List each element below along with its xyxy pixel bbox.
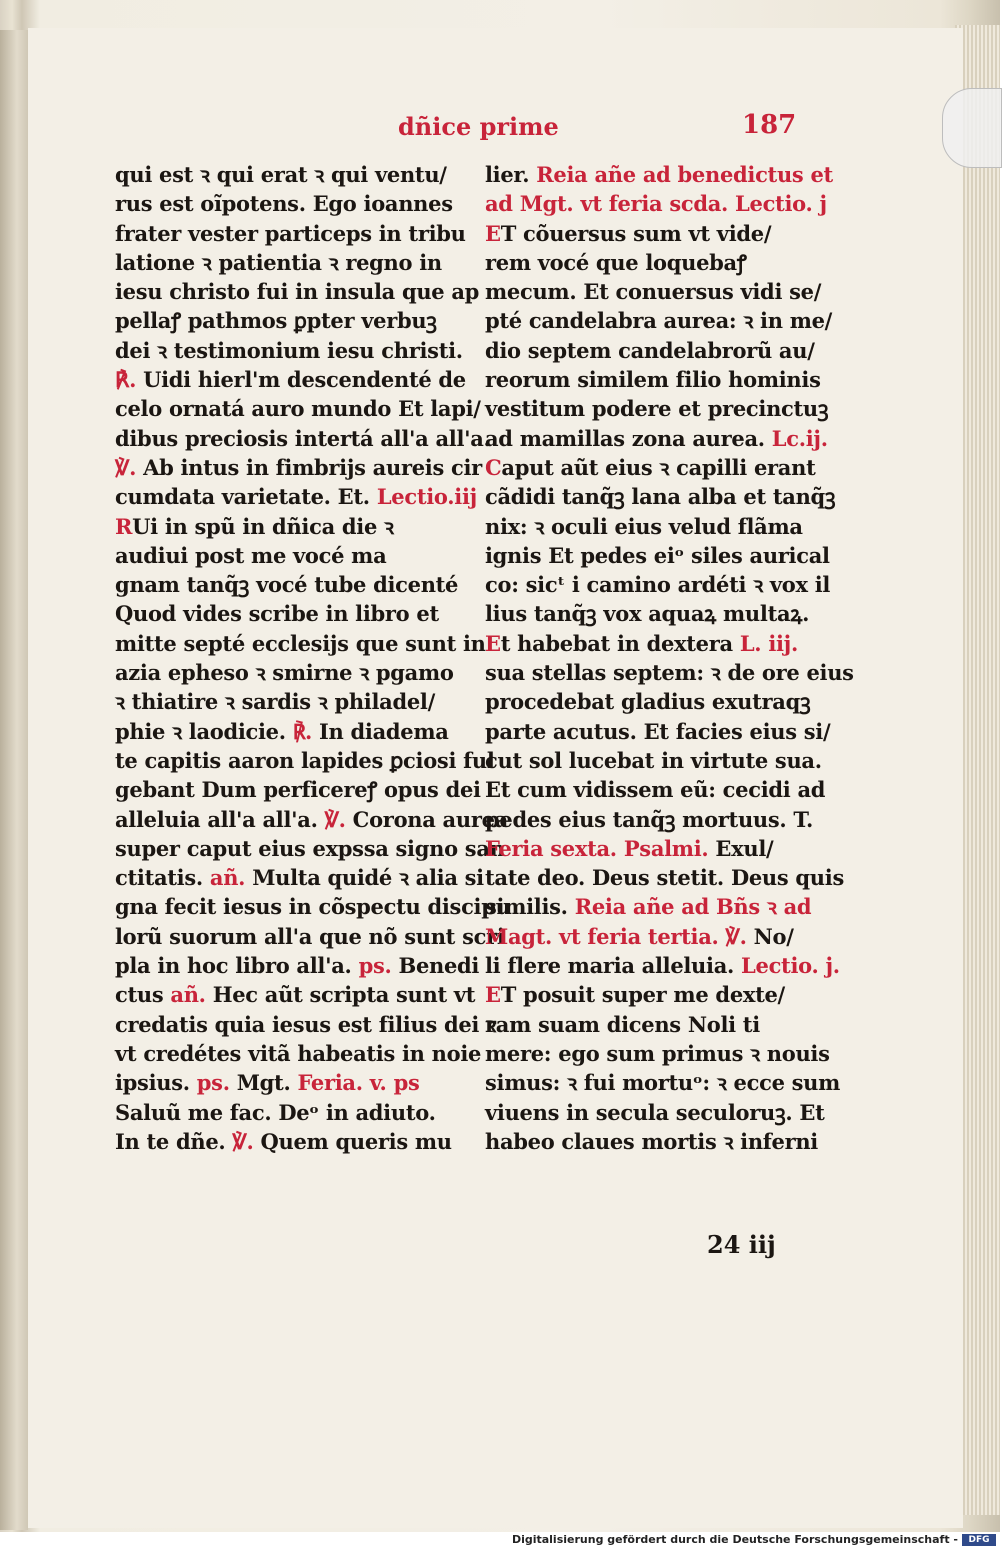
rubric: ℣. bbox=[115, 454, 137, 480]
line-text: Quod vides scribe in libro et bbox=[115, 601, 439, 627]
signature-mark: 24 iij bbox=[707, 1230, 776, 1259]
text-line bbox=[485, 394, 840, 423]
line-text: celo ornatá auro mundo Et lapi/ bbox=[115, 396, 481, 422]
line-text: vestitum podere et precinctuꝫ bbox=[485, 396, 829, 422]
footer-bar bbox=[0, 1532, 1000, 1549]
line-text: cãdidi tanq̃ꝫ lana alba et tanq̃ꝫ bbox=[485, 484, 836, 510]
text-line bbox=[115, 746, 495, 775]
line-text: Exul/ bbox=[708, 835, 774, 861]
line-text: reorum similem filio hominis bbox=[485, 367, 821, 393]
line-text: Quem queris mu bbox=[253, 1128, 452, 1154]
text-line bbox=[115, 336, 470, 365]
line-text: simus: ꝛ fui mortuᵒ: ꝛ ecce sum bbox=[485, 1070, 841, 1096]
line-text: lier. bbox=[485, 162, 537, 187]
line-text: tate deo. Deus stetit. Deus quis bbox=[485, 865, 844, 891]
text-line bbox=[115, 570, 470, 599]
right-text-column bbox=[485, 160, 854, 1156]
text-line bbox=[485, 189, 840, 218]
line-text: Multa quidé ꝛ alia si bbox=[245, 865, 484, 891]
line-text: Corona aurea bbox=[345, 806, 508, 832]
text-line bbox=[485, 219, 840, 248]
line-text: nix: ꝛ oculi eius velud flãma bbox=[485, 513, 803, 539]
text-line bbox=[485, 570, 840, 599]
text-line bbox=[115, 863, 484, 892]
text-line bbox=[115, 599, 470, 628]
rubric: R bbox=[115, 513, 133, 539]
line-text: iesu christo fui in insula que ap bbox=[115, 279, 480, 305]
rubric: ℣. bbox=[324, 806, 346, 832]
line-text: pté candelabra aurea: ꝛ in me/ bbox=[485, 308, 833, 334]
line-text: gebant Dum perficereꝭ opus dei bbox=[115, 777, 481, 803]
text-line bbox=[485, 1039, 840, 1068]
line-text: parte acutus. Et facies eius si/ bbox=[485, 718, 831, 744]
line-text: pla in hoc libro all'a. bbox=[115, 953, 359, 979]
line-text: Et cum vidissem eũ: cecidi ad bbox=[485, 777, 826, 803]
line-text: In diadema bbox=[312, 718, 449, 744]
text-line bbox=[115, 248, 470, 277]
text-line bbox=[485, 453, 840, 482]
text-line bbox=[115, 951, 480, 980]
text-line bbox=[115, 1068, 470, 1097]
text-line bbox=[485, 482, 840, 511]
rubric: ℟. bbox=[115, 367, 137, 393]
text-line bbox=[485, 922, 840, 951]
line-text: viuens in secula seculoruꝫ. Et bbox=[485, 1099, 825, 1125]
rubric: Lc.ij. bbox=[771, 425, 828, 451]
line-text: In te dñe. bbox=[115, 1128, 233, 1154]
rubric: Lectio.iij bbox=[376, 484, 477, 510]
text-line bbox=[115, 189, 470, 218]
text-line bbox=[115, 424, 491, 453]
book-binding bbox=[0, 30, 28, 1530]
line-text: azia epheso ꝛ smirne ꝛ pgamo bbox=[115, 660, 454, 686]
text-line bbox=[115, 160, 470, 189]
line-text: t habebat in dextera bbox=[500, 630, 740, 656]
running-title: dñice prime bbox=[398, 112, 559, 141]
line-text: No/ bbox=[746, 923, 794, 949]
rubric: Reia añe ad benedictus et bbox=[536, 162, 833, 187]
line-text: T posuit super me dexte/ bbox=[500, 982, 785, 1008]
text-line bbox=[115, 922, 505, 951]
line-text: alleluia all'a all'a. bbox=[115, 806, 325, 832]
line-text: pellaꝭ pathmos ꝑpter verbuꝫ bbox=[115, 308, 437, 334]
rubric: ad Mgt. vt feria scda. Lectio. j bbox=[485, 191, 827, 217]
rubric: ps. bbox=[358, 953, 392, 979]
rubric: ℣. bbox=[232, 1128, 254, 1154]
line-text: lius tanq̃ꝫ vox aquaꝝ multaꝝ. bbox=[485, 601, 810, 627]
rubric: Magt. vt feria tertia. ℣. bbox=[485, 923, 747, 949]
line-text: gna fecit iesus in cõspectu discipu bbox=[115, 894, 511, 920]
line-text: Ui in spũ in dñica die ꝛ bbox=[132, 513, 394, 539]
rubric: añ. bbox=[209, 865, 246, 891]
line-text: similis. bbox=[485, 894, 575, 920]
text-line bbox=[485, 160, 840, 189]
text-line bbox=[115, 629, 486, 658]
line-text: te capitis aaron lapides ꝑciosi ful bbox=[115, 747, 495, 773]
rubric: C bbox=[485, 454, 502, 480]
rubric: E bbox=[485, 630, 501, 656]
line-text: mitte septé ecclesijs que sunt in bbox=[115, 630, 486, 656]
line-text: Benedi bbox=[391, 953, 480, 979]
funding-credit: Digitalisierung gefördert durch die Deutsche Forschungsgemeinschaft - bbox=[511, 1533, 958, 1546]
line-text: Hec aũt scripta sunt vt bbox=[205, 982, 476, 1008]
text-line bbox=[115, 482, 477, 511]
line-text: dio septem candelabrorũ au/ bbox=[485, 337, 815, 363]
text-line bbox=[115, 717, 470, 746]
text-line bbox=[485, 365, 840, 394]
text-line bbox=[485, 1098, 840, 1127]
line-text: audiui post me vocé ma bbox=[115, 542, 387, 568]
text-line bbox=[115, 541, 470, 570]
line-text: Saluũ me fac. Deᵒ in adiuto. bbox=[115, 1099, 436, 1125]
rubric: E bbox=[485, 982, 501, 1008]
line-text: ram suam dicens Noli ti bbox=[485, 1011, 760, 1037]
line-text: ctitatis. bbox=[115, 865, 210, 891]
dfg-logo: DFG bbox=[962, 1534, 996, 1546]
rubric: añ. bbox=[170, 982, 206, 1008]
text-line bbox=[115, 394, 481, 423]
line-text: Mgt. bbox=[229, 1070, 298, 1096]
line-text: dei ꝛ testimonium iesu christi. bbox=[115, 337, 463, 363]
text-line bbox=[485, 980, 840, 1009]
rubric: ps. bbox=[196, 1070, 230, 1096]
line-text: procedebat gladius exutraqꝫ bbox=[485, 689, 811, 715]
line-text: T cõuersus sum vt vide/ bbox=[500, 220, 772, 246]
rubric: L. iij. bbox=[739, 630, 798, 656]
line-text: dibus preciosis intertá all'a all'a. bbox=[115, 425, 491, 451]
text-line bbox=[485, 599, 840, 628]
text-line bbox=[485, 746, 840, 775]
page-number: 187 bbox=[742, 110, 797, 140]
text-line bbox=[115, 306, 470, 335]
line-text: vt credétes vitã habeatis in noie bbox=[115, 1040, 482, 1066]
line-text: gnam tanq̃ꝫ vocé tube dicenté bbox=[115, 572, 459, 598]
line-text: ignis Et pedes eiᵒ siles aurical bbox=[485, 542, 830, 568]
text-line bbox=[485, 1127, 840, 1156]
rubric: E bbox=[485, 220, 501, 246]
text-line bbox=[485, 863, 844, 892]
line-text: Uidi hierl'm descendenté de bbox=[136, 367, 466, 393]
text-line bbox=[485, 951, 840, 980]
line-text: li flere maria alleluia. bbox=[485, 953, 742, 979]
line-text: credatis quia iesus est filius dei ꝛ bbox=[115, 1011, 496, 1037]
text-line bbox=[115, 1039, 482, 1068]
line-text: rem vocé que loquebaꝭ bbox=[485, 249, 747, 275]
text-line bbox=[485, 834, 840, 863]
line-text: rus est oĩpotens. Ego ioannes bbox=[115, 191, 453, 217]
line-text: ꝛ thiatire ꝛ sardis ꝛ philadel/ bbox=[115, 689, 435, 715]
text-line bbox=[115, 219, 470, 248]
line-text: ad mamillas zona aurea. bbox=[485, 425, 772, 451]
line-text: pedes eius tanq̃ꝫ mortuus. T. bbox=[485, 806, 814, 832]
text-line bbox=[485, 1010, 840, 1039]
text-line bbox=[115, 775, 481, 804]
text-line bbox=[115, 834, 505, 863]
line-text: phie ꝛ laodicie. bbox=[115, 718, 293, 744]
rubric: Lectio. j. bbox=[741, 953, 840, 979]
text-line bbox=[485, 424, 840, 453]
margin-fragment bbox=[2, 180, 26, 204]
rubric: Reia añe ad Bñs ꝛ ad bbox=[574, 894, 812, 920]
line-text: mere: ego sum primus ꝛ nouis bbox=[485, 1040, 830, 1066]
text-line bbox=[115, 1127, 470, 1156]
line-text: cut sol lucebat in virtute sua. bbox=[485, 747, 822, 773]
text-line bbox=[115, 512, 470, 541]
page-clip bbox=[942, 88, 1002, 168]
text-line bbox=[115, 453, 482, 482]
line-text: sua stellas septem: ꝛ de ore eius bbox=[485, 660, 854, 686]
line-text: mecum. Et conuersus vidi se/ bbox=[485, 279, 822, 305]
text-line bbox=[485, 775, 840, 804]
line-text: qui est ꝛ qui erat ꝛ qui ventu/ bbox=[115, 162, 447, 187]
line-text: ctus bbox=[115, 982, 171, 1008]
text-line bbox=[115, 365, 470, 394]
text-line bbox=[485, 512, 840, 541]
line-text: co: sicᵗ i camino ardéti ꝛ vox il bbox=[485, 572, 831, 598]
text-line bbox=[115, 277, 480, 306]
text-line bbox=[485, 717, 840, 746]
text-line bbox=[115, 980, 476, 1009]
text-line bbox=[485, 248, 840, 277]
text-line bbox=[485, 629, 840, 658]
text-line bbox=[485, 1068, 840, 1097]
line-text: ipsius. bbox=[115, 1070, 197, 1096]
text-line bbox=[485, 892, 840, 921]
rubric: Feria. v. ps bbox=[297, 1070, 420, 1096]
text-line bbox=[485, 541, 840, 570]
line-text: super caput eius expssa signo san bbox=[115, 835, 505, 861]
line-text: lorũ suorum all'a que nõ sunt scri bbox=[115, 923, 505, 949]
line-text: habeo claues mortis ꝛ inferni bbox=[485, 1128, 818, 1154]
text-line bbox=[115, 1098, 470, 1127]
text-line bbox=[485, 687, 840, 716]
text-line bbox=[115, 687, 470, 716]
text-line bbox=[485, 805, 840, 834]
text-line bbox=[485, 306, 840, 335]
line-text: aput aũt eius ꝛ capilli erant bbox=[501, 454, 816, 480]
rubric: ℟. bbox=[292, 718, 313, 744]
text-line bbox=[115, 1010, 496, 1039]
text-line bbox=[485, 336, 840, 365]
line-text: frater vester particeps in tribu bbox=[115, 220, 466, 246]
rubric: Feria sexta. Psalmi. bbox=[485, 835, 709, 861]
text-line bbox=[485, 277, 840, 306]
text-line bbox=[115, 892, 511, 921]
text-line bbox=[115, 658, 470, 687]
line-text: cumdata varietate. Et. bbox=[115, 484, 377, 510]
line-text: latione ꝛ patientia ꝛ regno in bbox=[115, 249, 442, 275]
text-line bbox=[115, 805, 508, 834]
line-text: Ab intus in fimbrijs aureis cir bbox=[136, 454, 482, 480]
text-line bbox=[485, 658, 854, 687]
